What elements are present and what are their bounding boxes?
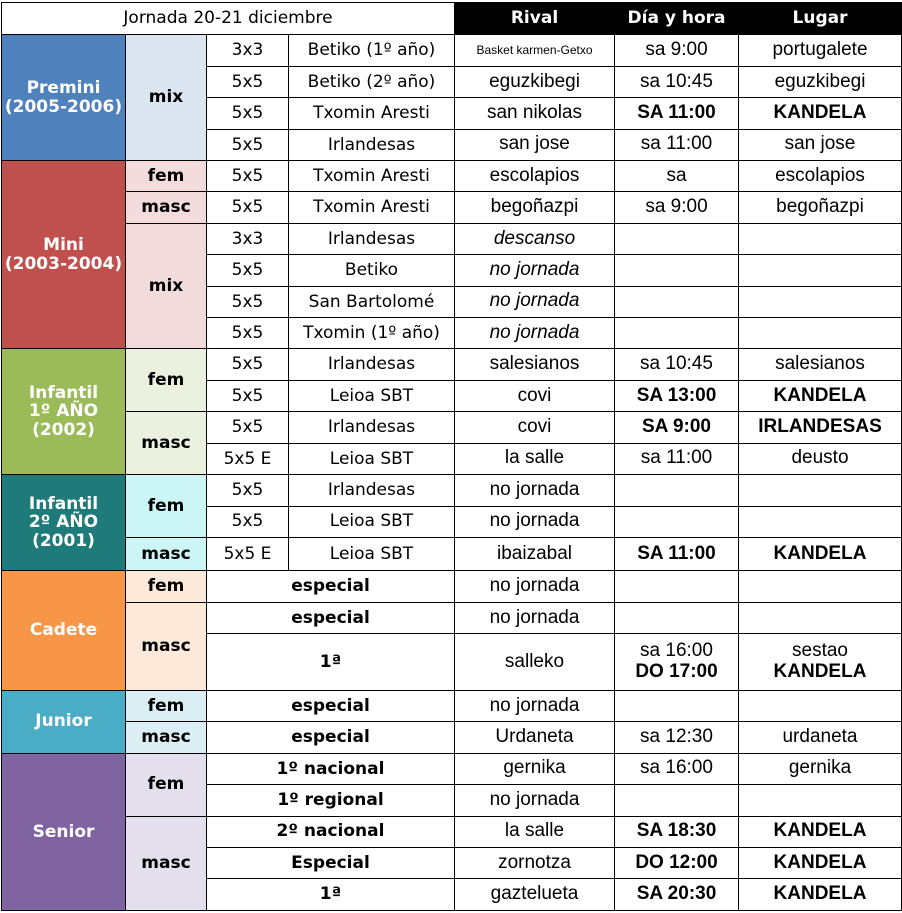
rival-cell: la salle bbox=[455, 443, 615, 474]
team-cell: Irlandesas bbox=[289, 412, 455, 443]
team-cell: Leioa SBT bbox=[289, 380, 455, 411]
time-cell bbox=[615, 690, 739, 721]
team-cell: 1ª bbox=[207, 879, 455, 911]
table-row bbox=[2, 722, 902, 753]
team-cell: Especial bbox=[207, 847, 455, 878]
team-cell: Leioa SBT bbox=[289, 506, 455, 537]
time-cell: SA 11:00 bbox=[615, 98, 739, 129]
group-label: fem bbox=[126, 571, 207, 602]
time-cell bbox=[615, 602, 739, 633]
table-row bbox=[2, 475, 902, 506]
rival-cell: gaztelueta bbox=[455, 879, 615, 911]
rival-cell: zornotza bbox=[455, 847, 615, 878]
rival-cell: no jornada bbox=[455, 602, 615, 633]
place-cell bbox=[739, 286, 902, 317]
place-cell bbox=[739, 318, 902, 349]
category-infantil-2 bbox=[2, 475, 126, 571]
team-cell: Txomin Aresti bbox=[289, 192, 455, 223]
group-label: masc bbox=[126, 722, 207, 753]
rival-cell: escolapios bbox=[455, 161, 615, 192]
rival-cell: la salle bbox=[455, 816, 615, 847]
place-cell: KANDELA bbox=[739, 816, 902, 847]
time-cell: SA 11:00 bbox=[615, 537, 739, 570]
rival-cell: Basket karmen-Getxo bbox=[455, 35, 615, 66]
place-cell: KANDELA bbox=[739, 879, 902, 911]
table-row bbox=[2, 753, 902, 784]
modality-cell: 5x5 bbox=[207, 506, 289, 537]
team-cell: Txomin Aresti bbox=[289, 161, 455, 192]
place-cell bbox=[739, 602, 902, 633]
modality-cell: 5x5 bbox=[207, 255, 289, 286]
team-cell: Irlandesas bbox=[289, 475, 455, 506]
category-year-label: 2º AÑO bbox=[28, 512, 99, 533]
place-cell: KANDELA bbox=[739, 98, 902, 129]
group-label: fem bbox=[126, 690, 207, 721]
category-name: Premini bbox=[26, 78, 101, 99]
table-row bbox=[2, 412, 902, 443]
group-label: mix bbox=[126, 223, 207, 349]
modality-cell: 5x5 bbox=[207, 286, 289, 317]
category-years: (2001) bbox=[32, 531, 95, 552]
rival-cell: covi bbox=[455, 380, 615, 411]
rival-cell: eguzkibegi bbox=[455, 66, 615, 97]
group-label: masc bbox=[126, 602, 207, 690]
rival-cell: no jornada bbox=[455, 785, 615, 816]
place-cell bbox=[739, 785, 902, 816]
place-cell: eguzkibegi bbox=[739, 66, 902, 97]
rival-cell: no jornada bbox=[455, 255, 615, 286]
team-cell: Irlandesas bbox=[289, 223, 455, 254]
place-cell: san jose bbox=[739, 129, 902, 160]
schedule-table bbox=[1, 2, 902, 911]
rival-cell: no jornada bbox=[455, 318, 615, 349]
category-name: Infantil bbox=[28, 382, 99, 403]
group-label: masc bbox=[126, 537, 207, 570]
place-cell bbox=[739, 506, 902, 537]
rival-cell: gernika bbox=[455, 753, 615, 784]
category-infantil-1 bbox=[2, 349, 126, 475]
table-row bbox=[2, 602, 902, 633]
time-line-1: sa 16:00 bbox=[640, 640, 713, 662]
team-cell: especial bbox=[207, 690, 455, 721]
team-cell: Leioa SBT bbox=[289, 443, 455, 474]
category-cadete: Cadete bbox=[2, 571, 126, 691]
modality-cell: 3x3 bbox=[207, 223, 289, 254]
team-cell: Leioa SBT bbox=[289, 537, 455, 570]
time-cell bbox=[615, 571, 739, 602]
team-cell: especial bbox=[207, 602, 455, 633]
time-cell bbox=[615, 255, 739, 286]
time-cell bbox=[615, 223, 739, 254]
place-cell: salesianos bbox=[739, 349, 902, 380]
category-name: Mini bbox=[43, 235, 84, 256]
modality-cell: 5x5 E bbox=[207, 443, 289, 474]
time-cell: sa 9:00 bbox=[615, 35, 739, 66]
group-label: masc bbox=[126, 412, 207, 475]
group-label: fem bbox=[126, 161, 207, 192]
place-cell: KANDELA bbox=[739, 537, 902, 570]
place-cell bbox=[739, 255, 902, 286]
rival-cell: covi bbox=[455, 412, 615, 443]
time-cell bbox=[615, 286, 739, 317]
team-cell: Betiko (2º año) bbox=[289, 66, 455, 97]
modality-cell: 5x5 bbox=[207, 349, 289, 380]
team-cell: Irlandesas bbox=[289, 349, 455, 380]
rival-cell: salleko bbox=[455, 634, 615, 691]
team-cell: Betiko (1º año) bbox=[289, 35, 455, 66]
place-cell: KANDELA bbox=[739, 380, 902, 411]
modality-cell: 5x5 bbox=[207, 161, 289, 192]
table-row bbox=[2, 223, 902, 254]
rival-cell: begoñazpi bbox=[455, 192, 615, 223]
header-row bbox=[2, 3, 902, 35]
time-cell: SA 20:30 bbox=[615, 879, 739, 911]
table-row bbox=[2, 690, 902, 721]
time-cell bbox=[615, 318, 739, 349]
team-cell: 1ª bbox=[207, 634, 455, 691]
rival-cell: ibaizabal bbox=[455, 537, 615, 570]
modality-cell: 5x5 bbox=[207, 475, 289, 506]
place-cell bbox=[739, 634, 902, 691]
modality-cell: 5x5 bbox=[207, 129, 289, 160]
modality-cell: 5x5 bbox=[207, 98, 289, 129]
category-junior: Junior bbox=[2, 690, 126, 753]
team-cell: Txomin (1º año) bbox=[289, 318, 455, 349]
modality-cell: 5x5 bbox=[207, 318, 289, 349]
time-cell bbox=[615, 785, 739, 816]
time-cell: sa 16:00 bbox=[615, 753, 739, 784]
place-cell bbox=[739, 223, 902, 254]
group-label: fem bbox=[126, 349, 207, 412]
modality-cell: 5x5 bbox=[207, 66, 289, 97]
place-cell: portugalete bbox=[739, 35, 902, 66]
team-cell: 1º regional bbox=[207, 785, 455, 816]
table-row bbox=[2, 35, 902, 66]
place-cell: urdaneta bbox=[739, 722, 902, 753]
rival-cell: no jornada bbox=[455, 475, 615, 506]
table-row bbox=[2, 349, 902, 380]
category-senior: Senior bbox=[2, 753, 126, 910]
team-cell: 2º nacional bbox=[207, 816, 455, 847]
group-label: fem bbox=[126, 475, 207, 538]
team-cell: especial bbox=[207, 722, 455, 753]
rival-cell: san nikolas bbox=[455, 98, 615, 129]
category-mini bbox=[2, 161, 126, 349]
table-row bbox=[2, 571, 902, 602]
time-cell: sa 12:30 bbox=[615, 722, 739, 753]
time-cell: sa 11:00 bbox=[615, 129, 739, 160]
place-line-1: sestao bbox=[792, 640, 848, 662]
category-name: Infantil bbox=[28, 493, 99, 514]
team-cell: Betiko bbox=[289, 255, 455, 286]
time-cell bbox=[615, 506, 739, 537]
category-years: (2002) bbox=[32, 420, 95, 441]
modality-cell: 5x5 bbox=[207, 192, 289, 223]
category-years: (2005-2006) bbox=[4, 96, 123, 117]
page-title: Jornada 20-21 diciembre bbox=[2, 3, 455, 35]
category-years: (2003-2004) bbox=[4, 253, 123, 274]
place-cell bbox=[739, 571, 902, 602]
rival-cell: no jornada bbox=[455, 690, 615, 721]
time-cell: DO 12:00 bbox=[615, 847, 739, 878]
team-cell: Irlandesas bbox=[289, 129, 455, 160]
time-cell bbox=[615, 475, 739, 506]
place-cell: deusto bbox=[739, 443, 902, 474]
rival-cell: no jornada bbox=[455, 506, 615, 537]
time-cell: sa bbox=[615, 161, 739, 192]
table-row bbox=[2, 192, 902, 223]
place-cell: begoñazpi bbox=[739, 192, 902, 223]
time-cell: sa 10:45 bbox=[615, 349, 739, 380]
place-cell: gernika bbox=[739, 753, 902, 784]
lugar-header: Lugar bbox=[739, 3, 902, 35]
table-row bbox=[2, 161, 902, 192]
group-label: fem bbox=[126, 753, 207, 816]
place-cell bbox=[739, 475, 902, 506]
table-row bbox=[2, 537, 902, 570]
place-line-2: KANDELA bbox=[773, 661, 867, 683]
place-cell: IRLANDESAS bbox=[739, 412, 902, 443]
group-label: masc bbox=[126, 192, 207, 223]
time-cell: sa 10:45 bbox=[615, 66, 739, 97]
modality-cell: 5x5 bbox=[207, 380, 289, 411]
time-cell: SA 13:00 bbox=[615, 380, 739, 411]
time-cell: SA 9:00 bbox=[615, 412, 739, 443]
rival-cell: no jornada bbox=[455, 286, 615, 317]
time-line-2: DO 17:00 bbox=[635, 661, 718, 683]
category-premini bbox=[2, 35, 126, 161]
modality-cell: 5x5 bbox=[207, 412, 289, 443]
modality-cell: 5x5 E bbox=[207, 537, 289, 570]
time-cell: SA 18:30 bbox=[615, 816, 739, 847]
modality-cell: 3x3 bbox=[207, 35, 289, 66]
time-cell bbox=[615, 634, 739, 691]
rival-cell: no jornada bbox=[455, 571, 615, 602]
place-cell: escolapios bbox=[739, 161, 902, 192]
rival-cell: salesianos bbox=[455, 349, 615, 380]
dia-header: Día y hora bbox=[615, 3, 739, 35]
place-cell: KANDELA bbox=[739, 847, 902, 878]
place-cell bbox=[739, 690, 902, 721]
team-cell: Txomin Aresti bbox=[289, 98, 455, 129]
group-label: masc bbox=[126, 816, 207, 910]
rival-cell: Urdaneta bbox=[455, 722, 615, 753]
time-cell: sa 11:00 bbox=[615, 443, 739, 474]
rival-cell: descanso bbox=[455, 223, 615, 254]
rival-cell: san jose bbox=[455, 129, 615, 160]
rival-header: Rival bbox=[455, 3, 615, 35]
team-cell: San Bartolomé bbox=[289, 286, 455, 317]
team-cell: 1º nacional bbox=[207, 753, 455, 784]
category-year-label: 1º AÑO bbox=[28, 401, 99, 422]
table-row bbox=[2, 816, 902, 847]
group-label: mix bbox=[126, 35, 207, 161]
time-cell: sa 9:00 bbox=[615, 192, 739, 223]
team-cell: especial bbox=[207, 571, 455, 602]
